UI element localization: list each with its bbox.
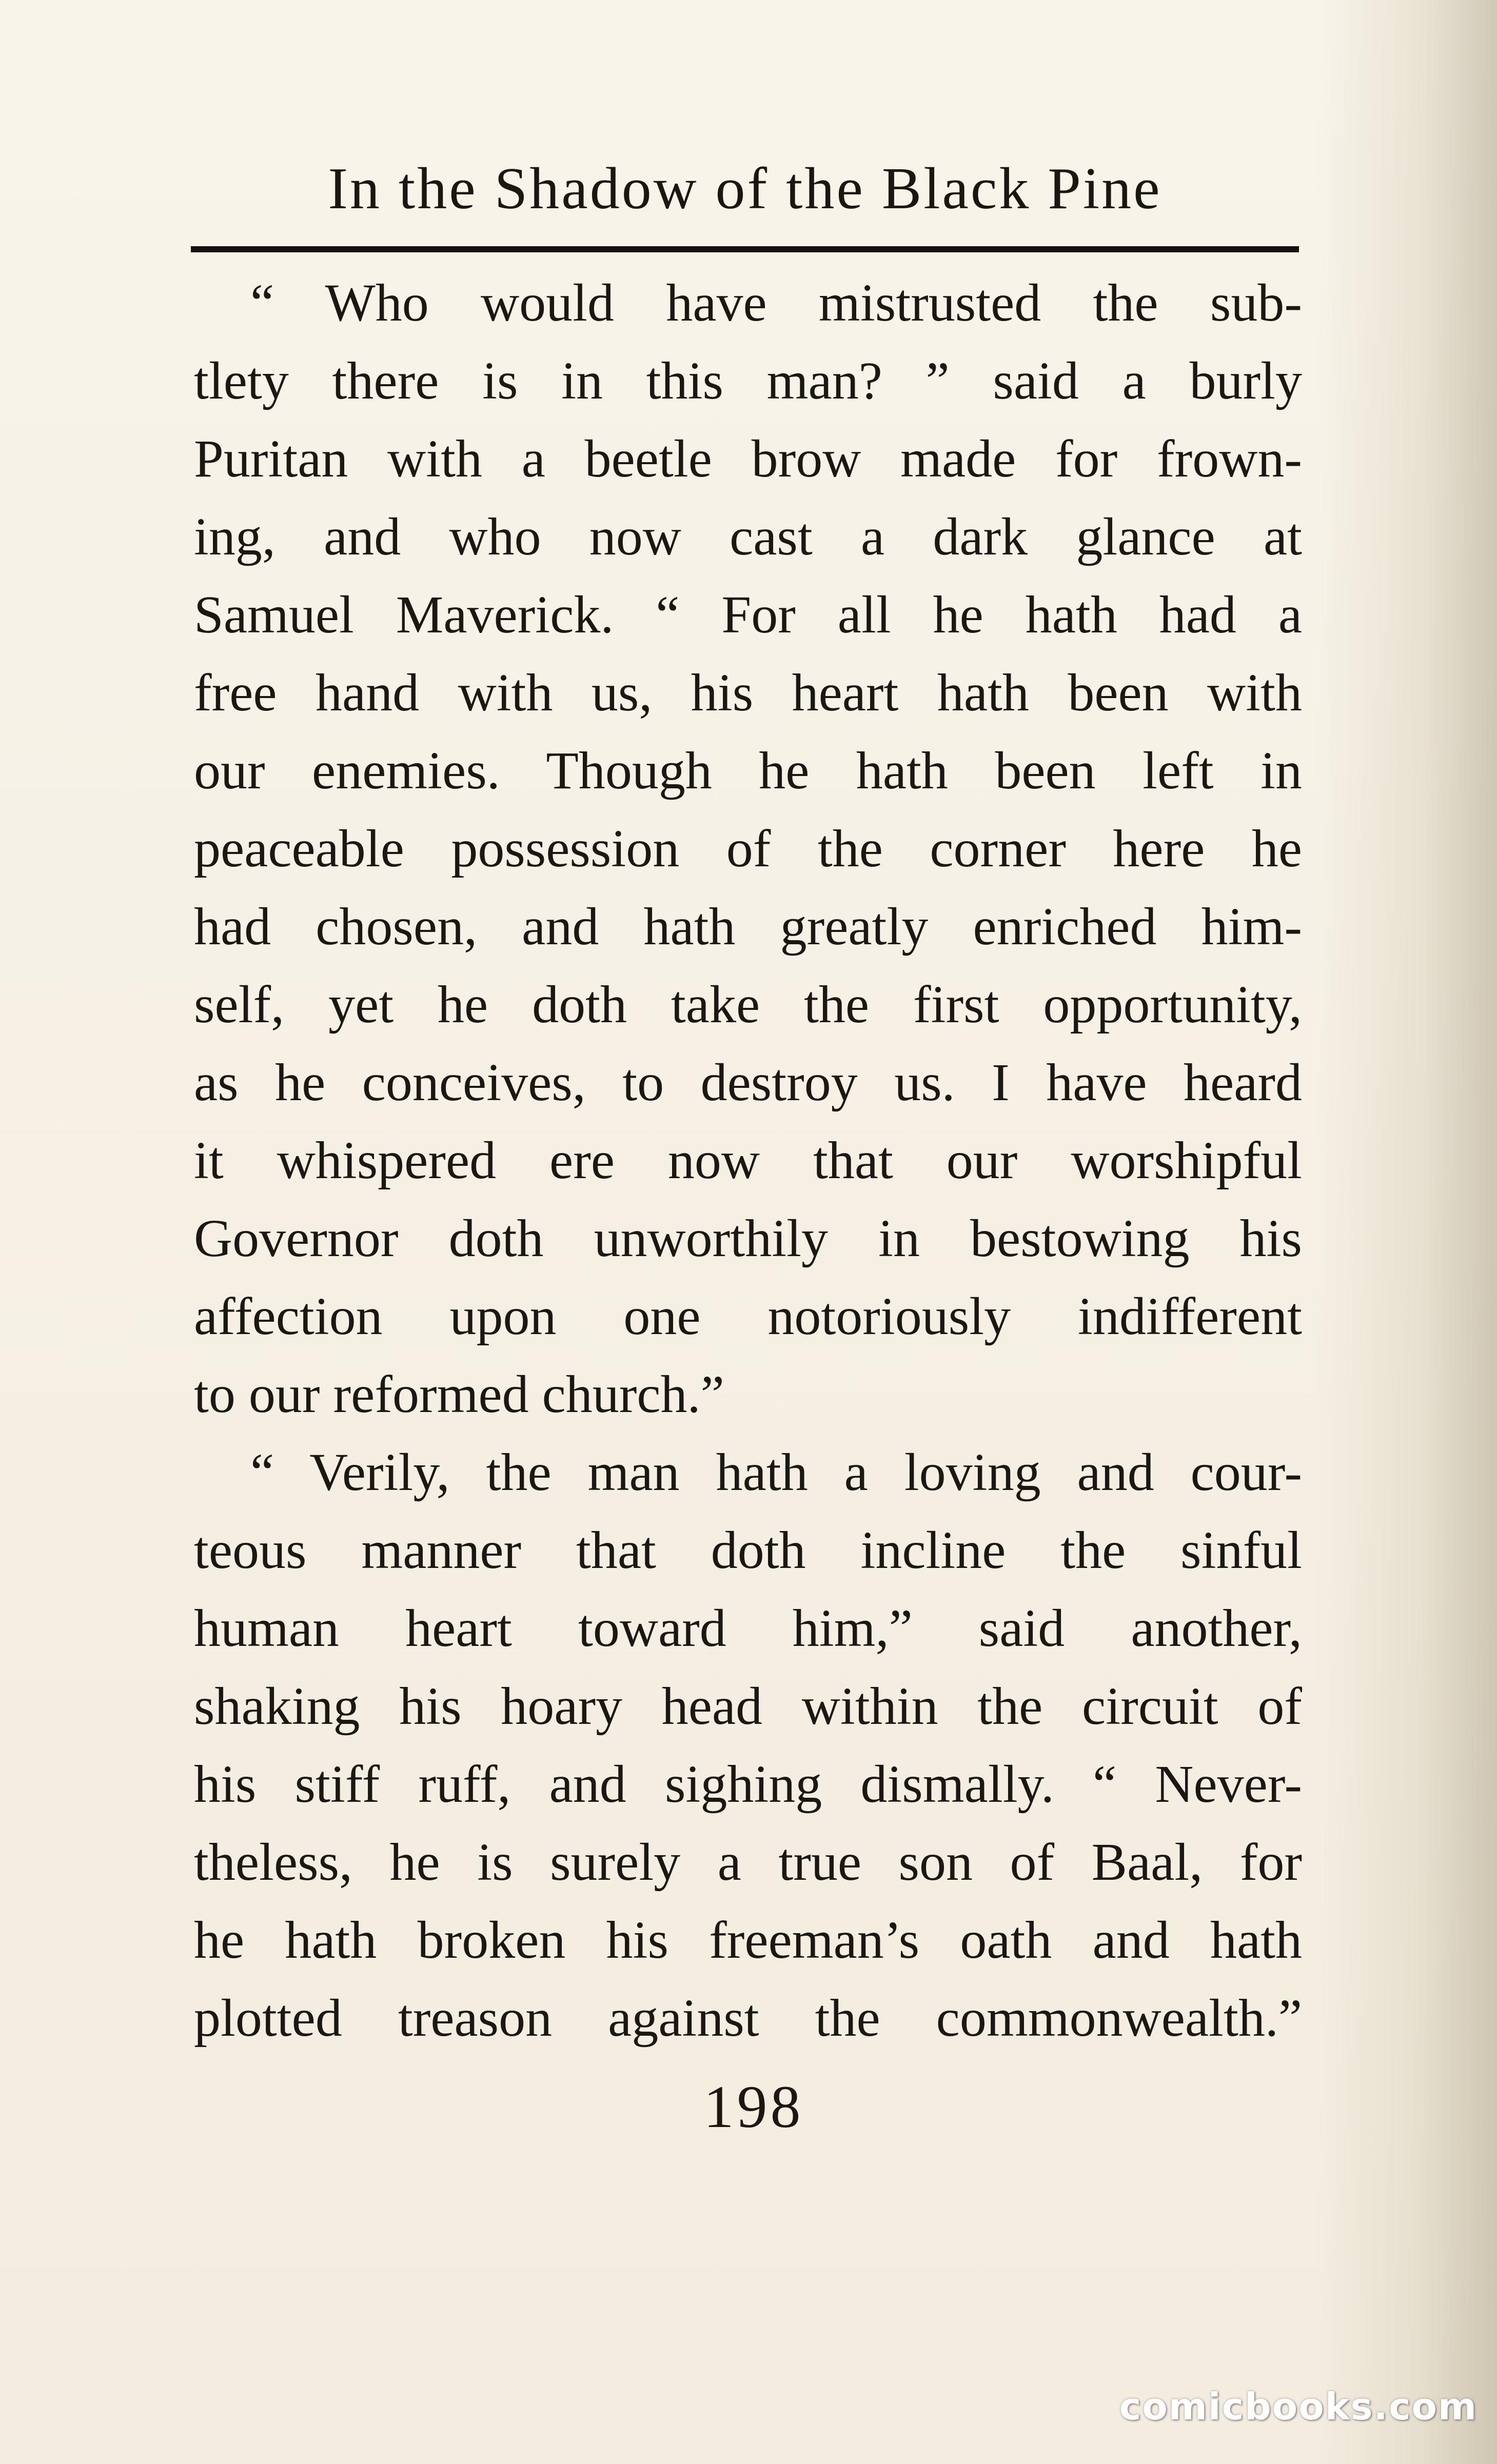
text-line: had chosen, and hath greatly enriched him- [194, 897, 1302, 956]
text-line: Samuel Maverick. “ For all he hath had a [194, 585, 1302, 644]
text-line: self, yet he doth take the first opportunity, [194, 975, 1302, 1034]
header-rule [191, 246, 1299, 252]
text-line: his stiff ruff, and sighing dismally. “ Never- [194, 1755, 1302, 1814]
body-text [194, 264, 1302, 2057]
text-line: tlety there is in this man? ” said a burly [194, 351, 1302, 410]
text-line: plotted treason against the commonwealth.” [194, 1989, 1302, 2048]
text-line: human heart toward him,” said another, [194, 1599, 1302, 1658]
text-line: it whispered ere now that our worshipful [194, 1131, 1302, 1190]
text-line: theless, he is surely a true son of Baal, for [194, 1833, 1302, 1892]
text-line: ing, and who now cast a dark glance at [194, 507, 1302, 566]
running-head: In the Shadow of the Black Pine [328, 156, 1162, 222]
text-line: shaking his hoary head within the circuit of [194, 1677, 1302, 1736]
text-line: peaceable possession of the corner here he [194, 819, 1302, 878]
page-number: 198 [703, 2073, 804, 2140]
text-line: our enemies. Though he hath been left in [194, 741, 1302, 800]
text-line: Governor doth unworthily in bestowing his [194, 1209, 1302, 1268]
text-line: he hath broken his freeman’s oath and hath [194, 1911, 1302, 1970]
text-line: “ Who would have mistrusted the sub- [250, 273, 1302, 332]
text-line: free hand with us, his heart hath been with [194, 663, 1302, 722]
text-line: as he conceives, to destroy us. I have heard [194, 1053, 1302, 1112]
watermark: comicbooks.com [1119, 2385, 1478, 2428]
text-line: affection upon one notoriously indifferent [194, 1287, 1302, 1346]
text-line: “ Verily, the man hath a loving and cour- [250, 1443, 1302, 1502]
text-line: Puritan with a beetle brow made for frown- [194, 429, 1302, 488]
text-line: to our reformed church.” [194, 1365, 724, 1424]
text-line: teous manner that doth incline the sinful [194, 1521, 1302, 1580]
